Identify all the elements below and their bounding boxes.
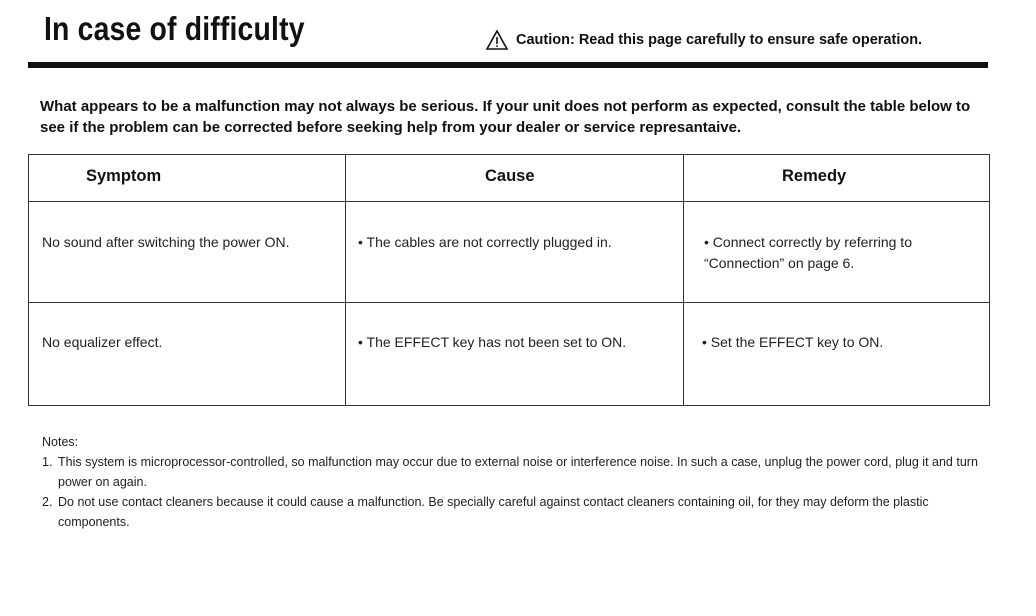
note-text: This system is microprocessor-controlled, so malfunction may occur due to external noise or interference noise. In such a case, unplug the power cord, plug it and turn power on again. [58, 455, 978, 489]
row-2-remedy: • Set the EFFECT key to ON. [702, 334, 884, 350]
header-remedy: Remedy [782, 167, 847, 185]
note-item [42, 452, 982, 492]
note-number: 1. [42, 455, 53, 469]
table-border-right [989, 154, 990, 406]
table-column-divider [345, 154, 346, 406]
row-1-symptom: No sound after switching the power ON. [42, 234, 290, 250]
row-1-remedy: • Connect correctly by referring to “Connection” on page 6. [704, 234, 912, 271]
table-border-bottom [28, 405, 990, 406]
caution-text: Caution: Read this page carefully to ensure safe operation. [516, 32, 923, 48]
header-symptom: Symptom [86, 167, 162, 185]
troubleshooting-table [28, 154, 990, 406]
row-2-symptom: No equalizer effect. [42, 334, 163, 350]
header-cause: Cause [485, 167, 535, 185]
table-column-divider [683, 154, 684, 406]
note-item [42, 492, 982, 532]
caution-notice [486, 30, 922, 50]
table-border-left [28, 154, 29, 406]
row-1-cause: • The cables are not correctly plugged in. [358, 234, 612, 250]
table-header-divider [28, 201, 990, 202]
title-rule [28, 62, 988, 68]
intro-paragraph: What appears to be a malfunction may not always be serious. If your unit does not perform as expected, consult the table below to see if the problem can be corrected before seeking help from your dealer or service represantaive. [40, 98, 971, 136]
table-border-top [28, 154, 990, 155]
row-2-cause: • The EFFECT key has not been set to ON. [358, 334, 627, 350]
note-text: Do not use contact cleaners because it could cause a malfunction. Be specially careful against contact cleaners containing oil, for they may deform the plastic components. [58, 495, 929, 529]
page-title: In case of difficulty [44, 10, 305, 47]
table-row-divider [28, 302, 990, 303]
notes-heading: Notes: [42, 435, 79, 449]
note-number: 2. [42, 495, 53, 509]
warning-triangle-icon [486, 30, 508, 50]
notes-section [42, 432, 982, 532]
